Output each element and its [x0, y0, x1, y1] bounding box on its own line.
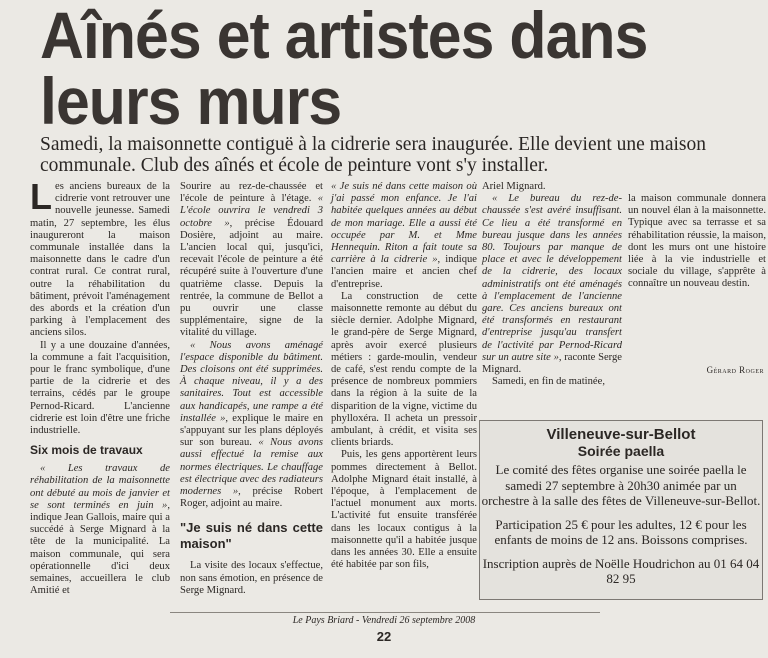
- author-signature: Gérard Roger: [706, 365, 764, 375]
- paragraph: Il y a une douzaine d'années, la commune a fait l'acquisition, pour le franc symbolique, d'une partie de la cidrerie et des terrains, cédés par le groupe Pernod-Ricard. L'ancienne cidrerie est loin d'être une friche industrielle.: [30, 339, 170, 437]
- paragraph: Sourire au rez-de-chaussée et l'école de peinture à l'étage.: [180, 181, 323, 205]
- quote: « Le bureau du rez-de-chaussée s'est avéré insuffisant. Ce lieu a été transformé en bureau jusque dans les années 80. Toujours par manque de place et avec le développement de la cidrerie, des locaux administratifs ont été aménagés à l'emplacement de l'ancienne gare. Ces anciens bureaux ont été transformés en restaurant d'entreprise jusqu'au transfert de l'activité par Pernod-Ricard sur un autre site »: [482, 193, 622, 363]
- event-box: [479, 420, 763, 600]
- page-number: 22: [376, 629, 392, 644]
- event-description: Le comité des fêtes organise une soirée paella le samedi 27 septembre à 20h30 animée par un orchestre à la salle des fêtes de Villeneuve-sur-Bellot.: [481, 462, 761, 508]
- paragraph: Ariel Mignard.: [482, 181, 546, 192]
- paragraph: la maison communale donnera un nouvel élan à la maisonnette. Typique avec sa terrasse et sa réhabilitation réussie, la maison, dont les murs ont une histoire liée à la vie industrielle et sociale du village, s'apprête à connaître un nouveau destin.: [628, 193, 766, 290]
- article-column-1: [30, 176, 170, 598]
- paragraph: , indique Jean Gallois, maire qui a succédé à Serge Mignard à la tête de la municipalité. La maison communale, qui sera opérationnelle d'ici deux semaines, accueillera le club Amitié et: [30, 499, 170, 597]
- paragraph: La visite des locaux s'effectue, non sans émotion, en présence de Serge Mignard.: [180, 560, 323, 596]
- headline: Aînés et artistes dans leurs murs: [40, 0, 648, 138]
- article-column-5: [628, 193, 766, 291]
- section-heading: Six mois de travaux: [30, 443, 143, 458]
- footer-divider: [170, 612, 600, 613]
- paragraph: , indique l'ancien maire et ancien chef d'entreprise.: [331, 254, 477, 290]
- paragraph: , raconte Serge Mignard.: [482, 351, 622, 376]
- section-heading: "Je suis né dans cette maison": [180, 520, 323, 552]
- event-pricing: Participation 25 € pour les adultes, 12 € pour les enfants de moins de 12 ans. Boissons comprises.: [494, 516, 748, 547]
- paragraph: Puis, les gens apportèrent leurs pommes directement à Bellot. Adolphe Mignard était installé, à l'époque, à l'emplacement de l'actuel monument aux morts. L'activité fut ensuite transférée dans les locaux contigus à la maisonnette qu'il a habitée jusque dans les années 30. Elle a ensuite été habitée par son fils,: [331, 449, 477, 571]
- quote: « Nous avons aussi effectué la remise aux normes électriques. Le chauffage est électrique avec des radiateurs modernes »: [180, 437, 323, 498]
- paragraph: Samedi, en fin de matinée,: [492, 376, 605, 388]
- paragraph: es anciens bureaux de la cidrerie vont retrouver une nouvelle jeunesse. Samedi matin, 27 septembre, les élus inaugureront la maison communale installée dans la maisonnette dans le cadre d'un contrat rural. Ce contrat rural, outre la réhabilitation du bâtiment, prévoit l'aménagement des abords et la création d'un parking à l'emplacement des anciens silos.: [30, 181, 170, 339]
- article-column-2: [180, 181, 323, 597]
- event-title: Villeneuve-sur-Bellot: [546, 426, 696, 443]
- event-subtitle: Soirée paella: [577, 443, 665, 459]
- paragraph: , précise Robert Roger, adjoint au maire.: [180, 486, 323, 510]
- paragraph: , précise Édouard Dosière, adjoint au maire. L'ancien local qui, jusqu'ici, recevait l'école de peinture a été récupéré suite à l'ouverture d'une quatrième classe. Depuis la rentrée, la commune de Bellot a pu ouvrir une classe supplémentaire, signe de la vitalité du village.: [180, 217, 323, 339]
- quote: « L'école ouvrira le vendredi 3 octobre »: [180, 193, 323, 229]
- subtitle: Samedi, la maisonnette contiguë à la cidrerie sera inaugurée. Elle devient une maison communale. Club des aînés et école de peinture vont s'y installer.: [40, 134, 706, 176]
- article-column-4: [482, 181, 622, 388]
- quote: « Nous avons aménagé l'espace disponible du bâtiment. Des cloisons ont été supprimées. À chaque niveau, il y a des sanitaires. Tout est accessible aux handicapés, une rampe a été installée »: [180, 339, 323, 424]
- article-column-3: [331, 181, 477, 572]
- drop-cap: L: [30, 176, 52, 217]
- event-contact: Inscription auprès de Noëlle Houdrichon au 01 64 04 82 95: [482, 555, 760, 586]
- paragraph: , explique le maire en s'appuyant sur les plans déployés sur son bureau.: [180, 412, 323, 449]
- quote: « Les travaux de réhabilitation de la maisonnette ont débuté au mois de janvier et se sont terminés en juin »: [30, 463, 170, 511]
- quote: « Je suis né dans cette maison où j'ai passé mon enfance. Je l'ai habitée quelques années au début de mon mariage. Elle a aussi été occupée par M. et Mme Hennequin. Riton a fait toute sa carrière à la cidrerie »: [331, 181, 477, 266]
- paragraph: La construction de cette maisonnette remonte au début du siècle dernier. Adolphe Mignard, le grand-père de Serge Mignard, après avoir exercé plusieurs métiers : garde-moulin, vendeur de café, s'est rendu compte de la présence de nombreux pommiers dans la région à la suite de la disparition de la vigne, victime du phylloxéra. Il acheta un pressoir ambulant, à crédit, et visita ses clients briards.: [331, 290, 477, 449]
- publication-footer: Le Pays Briard - Vendredi 26 septembre 2008: [292, 615, 476, 626]
